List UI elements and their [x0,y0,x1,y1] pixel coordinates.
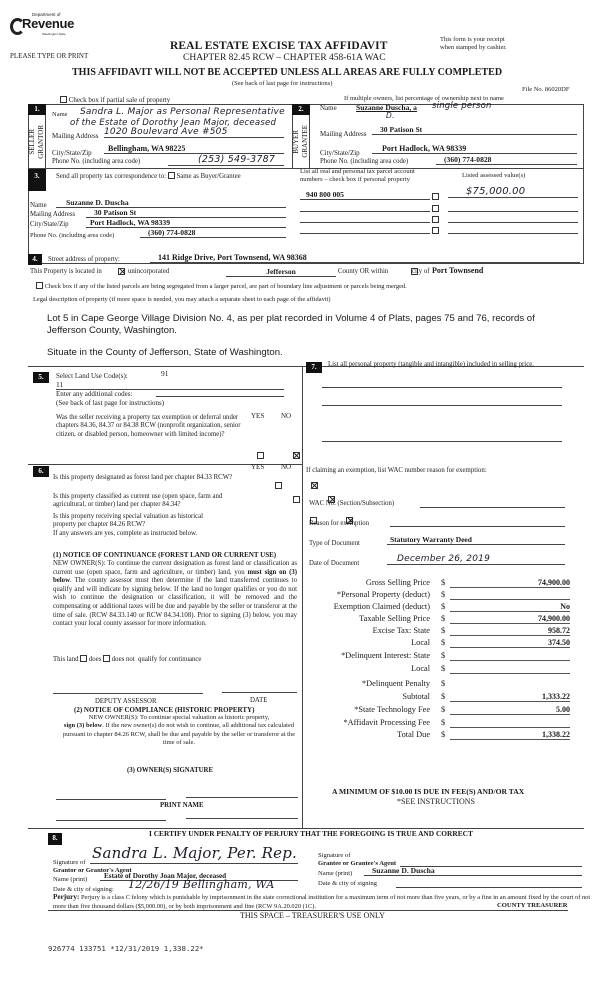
county-or-label: County OR within [338,268,389,275]
reason-label: Reason for exemption [309,520,370,527]
dollar-sign: $ [441,718,446,727]
logo-sub-text: Washington State [42,32,66,36]
doc-date-field[interactable]: December 26, 2019 [387,554,565,565]
parcels-header-line: List all real and personal tax parcel account [300,168,415,175]
fee-value[interactable] [450,718,570,728]
seller-phone-field[interactable]: (253) 549-3787 [168,154,284,166]
no-header: NO [281,463,292,471]
corr-address-field[interactable]: 30 Patison St [86,208,286,218]
county-field[interactable]: Jefferson [226,267,336,277]
notice-2-title: (2) NOTICE OF COMPLIANCE (HISTORIC PROPERTY) [74,706,255,714]
notice-1-body [53,560,297,629]
seller-side-label [28,115,46,168]
perjury-text: Perjury is a class C felony which is punishable by imprisonment in the state correctional institution for a maximum term of not more than five years, or by a fine in an amount fixed by the court of not more than five thousand dollars ($5,000.00), or by both imprisonment and fine (RCW 9A.20.020 (1C). [53,894,591,910]
dollar-sign: $ [441,626,446,635]
grantor-label: GRANTOR [37,124,45,159]
wac-field[interactable] [420,501,565,508]
does-checkbox[interactable] [80,655,87,662]
segregated-checkbox[interactable] [36,282,43,289]
multiple-owners-note: If multiple owners, list percentage of ownership next to name [344,95,504,102]
grantee-date-label: Date & city of signing [318,880,377,887]
fee-row-delinquent-interest-state [305,651,575,663]
notice-2-body [60,714,298,747]
grantee-sig-label-2: Grantee or Grantee's Agent [318,860,397,867]
unincorporated-checkbox[interactable] [118,268,125,275]
please-type-label: PLEASE TYPE OR PRINT [10,52,89,60]
dollar-sign: $ [441,638,446,647]
minimum-due-note: A MINIMUM OF $10.00 IS DUE IN FEE(S) AND/OR TAX [332,787,525,796]
seller-name-line-1[interactable]: Sandra L. Major as Personal Representative [80,107,285,117]
dollar-sign: $ [441,692,446,701]
grantor-date-label: Date & city of signing: [53,886,114,893]
grantee-label: GRANTEE [301,125,309,158]
legal-line: Jefferson County, Washington. [47,324,177,336]
date-label: DATE [250,697,268,704]
grantor-name-field[interactable]: Estate of Dorothy Joan Major, deceased [100,872,298,881]
deputy-assessor-label: DEPUTY ASSESSOR [95,698,157,705]
correspondence-text: Send all property tax correspondence to: [56,173,167,180]
fee-label: Taxable Selling Price [359,614,430,623]
buyer-name-handwritten[interactable]: single person [432,101,492,111]
land-use-code[interactable]: 91 [161,369,169,378]
dollar-sign: $ [441,614,446,623]
this-land-label: This land [53,656,79,663]
instructions-note: (See back of last page for instructions) [232,80,333,87]
personal-property-checkbox[interactable] [432,205,439,212]
assessed-value-field[interactable] [448,214,578,223]
file-number: File No. 86020DF [522,86,570,93]
dollar-sign: $ [441,651,446,660]
land-use-code-2[interactable]: 11 [56,380,284,390]
legal-line: Lot 5 in Cape George Village Division No. 4, as per plat recorded in Volume 4 of Plats, pages 75 and 76, records of [47,313,535,324]
exemption-wac-label: If claiming an exemption, list WAC number reason for exemption: [306,467,487,474]
doc-type-label: Type of Document [309,540,360,547]
legal-line: Situate in the County of Jefferson, State of Washington. [47,347,283,358]
personal-property-label: List all personal property (tangible and intangible) included in selling price. [328,361,534,368]
fee-row-exemption-claimed [305,602,575,614]
additional-codes-field[interactable] [156,389,284,397]
dollar-sign: $ [441,602,446,611]
partial-sale-checkbox[interactable] [60,96,170,104]
seller-city-label: City/State/Zip [52,149,92,157]
city-of-label: city of [412,268,430,275]
fee-label: Gross Selling Price [365,578,430,587]
grantee-date-field[interactable] [396,880,582,888]
assessed-value-field[interactable] [448,225,578,234]
fee-label: *Delinquent Interest: State [341,651,430,660]
doc-type-field[interactable]: Statutory Warranty Deed [387,535,565,545]
grantor-signature: Sandra L. Major, Per. Rep. [92,844,297,862]
notice-1-text: NEW OWNER(S): To continue the current designation as forest land or classification as current use (open space, farm and agriculture, or timber) land, you [53,560,297,576]
grantor-signature-field[interactable] [90,844,298,864]
fee-label: *Delinquent Penalty [362,679,430,688]
partial-sale-label: Check box if partial sale of property [68,96,171,104]
grantee-name-label: Name (print) [318,870,353,877]
section-3-number: 3. [28,169,46,191]
seller-label: SELLER [28,128,36,155]
notice-1-bold: must sign on (3) below [53,568,298,585]
personal-property-line[interactable] [322,387,562,388]
personal-property-checkbox[interactable] [432,216,439,223]
yes-header: YES [251,412,265,420]
fee-row-affidavit-processing-fee [305,718,575,730]
doc-date-label: Date of Document [309,560,360,567]
exemption-no-checkbox[interactable] [293,452,300,459]
yes-header: YES [251,463,265,471]
continuance-row [53,655,201,663]
seller-name-label: Name [52,111,68,118]
section-2-number: 2. [292,104,310,115]
assessed-value-field[interactable]: $75,000.00 [448,186,578,198]
segregated-label: Check box if any of the listed parcels are being segregated from a larger parcel, are part of boundary line adjustment or parcels being merged. [44,283,407,290]
parcels-header [300,168,415,184]
dollar-sign: $ [441,590,446,599]
see-back-note: (See back of last page for instructions) [56,399,165,407]
fee-label: *Affidavit Processing Fee [343,718,430,727]
print-name-label: PRINT NAME [160,802,204,809]
receipt-note-line: This form is your receipt [440,36,505,43]
corr-city-field[interactable]: Port Hadlock, WA 98339 [86,218,286,228]
notice-2-text: . If the new owner(s) do not wish to continue, all additional tax calculated pursuant to chapter 84.26 RCW, shall be due and payable by the seller or transferor at the time of sale. [62,722,296,746]
seller-city-field[interactable]: Bellingham, WA 98225 [104,144,284,154]
fee-label: Exemption Claimed (deduct) [333,602,430,611]
does-label: does [88,656,102,663]
does-not-label: does not [111,656,135,663]
fee-row-excise-local [305,638,575,650]
grantee-name-field[interactable]: Suzanne D. Duscha [364,866,582,876]
corr-city-label: City/State/Zip [30,221,69,228]
fee-label: Subtotal [402,692,430,701]
form-chapter: CHAPTER 82.45 RCW – CHAPTER 458-61A WAC [183,53,386,63]
city-of-field[interactable]: Port Townsend [432,266,484,275]
fee-row-taxable-selling-price [305,614,575,626]
fee-value[interactable] [450,590,570,600]
fee-value[interactable] [450,679,570,689]
fee-label: Local [411,638,430,647]
fee-value[interactable]: 74,900.00 [450,578,570,588]
reason-field[interactable] [390,520,565,527]
seller-address-label: Mailing Address [52,132,99,140]
fee-value[interactable]: 74,900.00 [450,614,570,624]
receipt-note [440,36,507,52]
owner-signature-label: (3) OWNER(S) SIGNATURE [127,767,213,774]
fee-row-delinquent-interest-local [305,664,575,676]
personal-property-checkbox[interactable] [432,193,439,200]
buyer-address-label: Mailing Address [320,130,367,138]
fee-label: Total Due [397,730,430,739]
parcels-header-line: numbers – check box if personal property [300,176,410,183]
buyer-phone-field[interactable]: (360) 774-0828 [436,155,577,165]
street-address-field[interactable]: 141 Ridge Drive, Port Townsend, WA 98368 [150,253,580,263]
form-warning: THIS AFFIDAVIT WILL NOT BE ACCEPTED UNLESS ALL AREAS ARE FULLY COMPLETED [72,67,503,78]
unincorporated-label: unincorporated [128,268,170,275]
receipt-note-line: when stamped by cashier. [440,44,507,51]
personal-property-line[interactable] [322,441,562,442]
same-as-buyer-checkbox[interactable] [168,172,175,179]
seller-address-field[interactable]: 1020 Boulevard Ave #505 [104,127,284,138]
grantee-sig-label-1: Signature of [318,852,351,859]
fee-value[interactable]: 5.00 [450,705,570,715]
qualify-label: qualify for continuance [138,656,202,663]
fee-row-state-technology-fee [305,705,575,717]
dollar-sign: $ [441,578,446,587]
buyer-address-field[interactable]: 30 Patison St [372,125,577,135]
fee-label: *State Technology Fee [354,705,430,714]
print-name-line-1[interactable] [56,820,166,821]
section-1-number: 1. [28,104,46,115]
personal-property-line[interactable] [322,405,562,406]
corr-phone-field[interactable]: (360) 774-0828 [140,228,286,238]
buyer-city-label: City/State/Zip [320,149,360,157]
parcel-account-field[interactable] [300,225,430,234]
exemption-question: Was the seller receiving a property tax exemption or deferral under chapters 84.36, 84.37 or 84.38 RCW (nonprofit organization, senior citizen, or disabled person, homeowner with limited income)? [56,414,241,438]
no-header: NO [281,412,292,420]
grantor-date-field[interactable]: 12/26/19 Bellingham, WA [128,878,275,891]
logo-top-text: Department of [32,12,61,17]
perjury-label: Perjury: [53,893,80,901]
if-yes-note: If any answers are yes, complete as instructed below. [53,530,198,537]
buyer-name-label: Name [320,104,337,112]
deputy-assessor-sig-line[interactable] [53,693,203,694]
fee-row-subtotal [305,692,575,704]
fee-value[interactable]: 1,333.22 [450,692,570,702]
correspondence-label [56,172,241,180]
personal-property-checkbox[interactable] [432,227,439,234]
buyer-city-field[interactable]: Port Hadlock, WA 98339 [372,144,577,154]
parcel-row [300,225,582,236]
fee-value[interactable]: 958.72 [450,626,570,636]
section-4-number: 4. [28,254,42,265]
corr-name-label: Name [30,201,47,209]
see-instructions-note: *SEE INSTRUCTIONS [397,797,476,806]
located-label: This Property is located in [30,268,102,275]
buyer-name-field[interactable]: Suzanne Duscha, a [356,103,417,112]
assessed-value-field[interactable] [448,203,578,212]
logo-main-text: Revenue [22,16,75,31]
dollar-sign: $ [441,679,446,688]
buyer-name-insert[interactable]: D. [386,111,395,120]
owner-sig-line-2[interactable] [186,797,298,798]
grantor-sig-label-1: Signature of [53,859,86,866]
form-title: REAL ESTATE EXCISE TAX AFFIDAVIT [170,40,388,52]
land-use-label: Select Land Use Code(s): [56,372,128,380]
forest-question: Is this property designated as forest land per chapter 84.33 RCW? [53,474,233,481]
fee-value[interactable]: No [450,602,570,612]
parcel-account-field[interactable] [300,214,430,223]
corr-address-label: Mailing Address [30,211,76,218]
owner-sig-line-1[interactable] [56,799,166,800]
assessed-value-header: Listed assessed value(s) [462,172,526,179]
additional-codes-label: Enter any additional codes: [56,390,133,398]
fee-label: Local [411,664,430,673]
forest-yes-checkbox[interactable] [275,482,282,489]
fee-value[interactable]: 1,338.22 [450,730,570,740]
fee-row-delinquent-penalty [305,679,575,691]
deputy-date-line[interactable] [222,692,297,693]
grantor-name-label: Name (print) [53,876,88,883]
historic-question: Is this property receiving special valuation as historical property per chapter 84.26 RCW? [53,513,204,529]
print-name-line-2[interactable] [186,818,298,819]
exemption-yes-checkbox[interactable] [257,452,264,459]
notice-2-bold: sign (3) below [63,722,103,730]
corr-phone-label: Phone No. (including area code) [30,232,115,239]
parcel-row [300,186,582,201]
current-use-question: Is this property classified as current use (open space, farm and agricultural, or timber) land per chapter 84.34? [53,493,223,509]
buyer-label: BUYER [292,129,300,154]
fee-value[interactable] [450,651,570,661]
checkbox-icon[interactable] [60,96,67,103]
notice-2-text: NEW OWNER(S): To continue special valuation as historic property, [88,714,270,721]
same-as-buyer-label: Same as Buyer/Grantee [176,173,241,180]
parcel-row [300,214,582,225]
fee-row-excise-state [305,626,575,638]
fee-row-gross-selling-price [305,578,575,590]
fee-value[interactable] [450,664,570,674]
section-7-number: 7. [306,362,322,373]
fee-label: *Personal Property (deduct) [336,590,430,599]
fee-row-total-due [305,730,575,742]
parcel-row [300,203,582,214]
legal-description-label: Legal description of property (if more space is needed, you may attach a separate sheet to each page of the affidavit) [33,296,331,303]
segregated-row [36,282,407,290]
seller-phone-label: Phone No. (including area code) [52,158,141,165]
buyer-side-label [292,115,310,168]
dollar-sign: $ [441,705,446,714]
dollar-sign: $ [441,664,446,673]
fee-value[interactable]: 374.50 [450,638,570,648]
street-label: Street address of property: [48,256,120,263]
legal-description[interactable] [47,313,535,359]
fee-row-personal-property [305,590,575,602]
certify-statement: I CERTIFY UNDER PENALTY OF PERJURY THAT THE FOREGOING IS TRUE AND CORRECT [149,829,473,838]
does-not-checkbox[interactable] [103,655,110,662]
notice-1-text: . The county assessor must then determine if the land transferred continues to qualify and will indicate by signing below. If the land no longer qualifies or you do not wish to continue the designation or classification, it will be removed and the compensating or additional taxes will be due and payable by the seller or transferor at the time of sale. (RCW 84.33.140 or RCW 84.34.108). Prior to signing (3) below, you may contact your local county assessor for more information. [53,577,297,628]
notice-1-title: (1) NOTICE OF CONTINUANCE (FOREST LAND OR CURRENT USE) [53,551,277,559]
county-treasurer-label: COUNTY TREASURER [497,902,568,909]
grantor-sig-label-2: Grantor or Grantor's Agent [53,866,132,874]
receipt-stamp: 926774 133751 *12/31/2019 1,338.22* [48,944,204,953]
location-row [30,267,590,278]
seller-name-line-2[interactable]: of the Estate of Dorothy Jean Major, deceased [70,118,277,128]
wac-label: WAC No. (Section/Subsection) [309,500,395,507]
section-5-number: 5. [33,372,49,383]
corr-name-field[interactable]: Suzanne D. Duscha [56,198,286,208]
section-8-number: 8. [48,833,62,845]
parcel-account-field[interactable] [300,203,430,212]
parcel-account-field[interactable]: 940 800 005 [300,190,430,200]
fee-label: Excise Tax: State [372,626,430,635]
forest-no-checkbox[interactable] [311,482,318,489]
current-use-yes-checkbox[interactable] [293,496,300,503]
buyer-phone-label: Phone No. (including area code) [320,158,409,165]
section-6-number: 6. [33,466,49,477]
revenue-logo [10,12,80,40]
lower-vdivider [302,366,303,828]
treasurer-use-label: THIS SPACE – TREASURER'S USE ONLY [240,911,385,920]
dollar-sign: $ [441,730,446,739]
